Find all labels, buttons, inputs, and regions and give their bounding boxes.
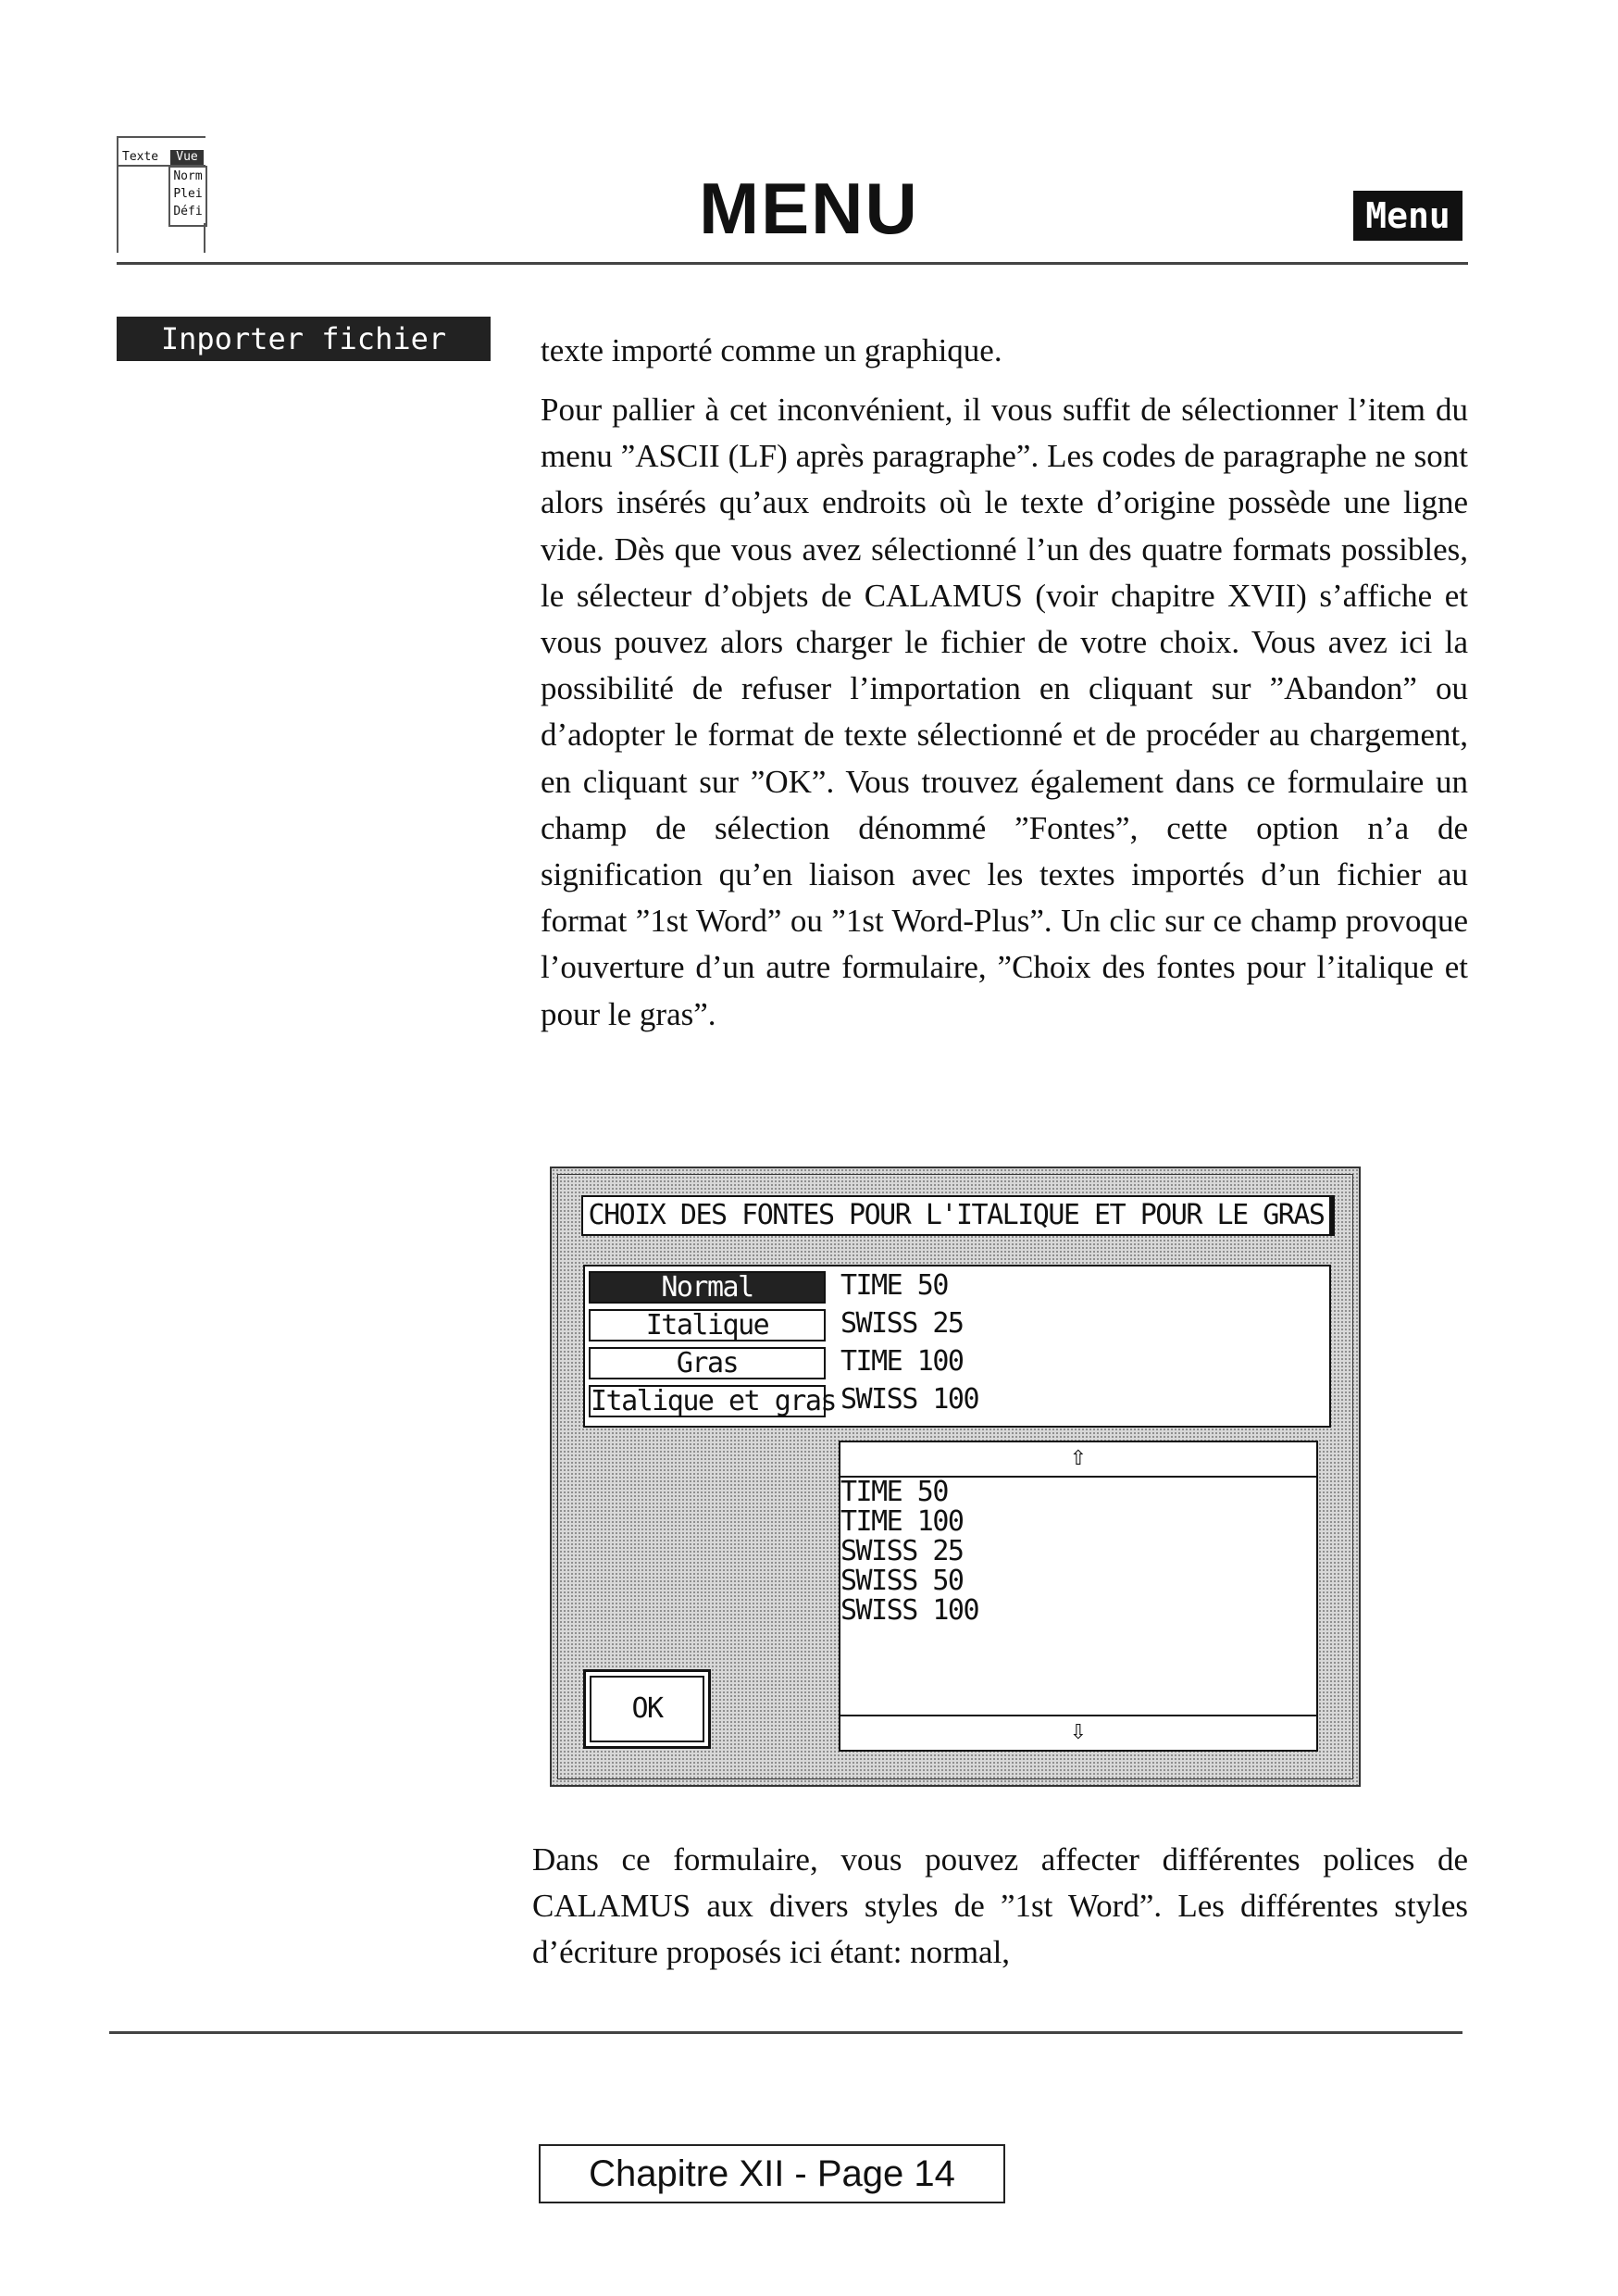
- mini-menu-tab-texte: Texte: [122, 150, 159, 164]
- style-font-gras: TIME 100: [840, 1345, 964, 1378]
- paragraph-2: Pour pallier à cet inconvénient, il vous suffit de sélectionner l’item du menu ”ASCII (LF) après paragraphe”. Les codes de paragraphe ne sont alors insérés qu’aux endroits où le texte d’origine possède une ligne vide. Dès que vous avez sélectionné l’un des quatre formats possibles, le sélecteur d’objets de CALAMUS (voir chapitre XVII) s’affiche et vous pouvez alors charger le fichier de votre choix. Vous avez ici la possibilité de refuser l’importation en cliquant sur ”Abandon” ou d’adopter le format de texte sélectionné et de procéder au chargement, en cliquant sur ”OK”. Vous trouvez également dans ce formulaire un champ de sélection dénommé ”Fontes”, cette option n’a de signification qu’en liaison avec les textes importés d’un fichier au format ”1st Word” ou ”1st Word-Plus”. Un clic sur ce champ provoque l’ouverture d’un autre formulaire, ”Choix des fontes pour l’italique et pour le gras”.: [541, 392, 1468, 1032]
- paragraph-3: Dans ce formulaire, vous pouvez affecter différentes polices de CALAMUS aux divers styles de ”1st Word”. Les différentes styles d’écriture proposés ici étant: normal,: [532, 1841, 1468, 1971]
- font-list-item[interactable]: TIME 50: [840, 1476, 948, 1508]
- menu-badge: Menu: [1353, 191, 1462, 241]
- paragraph-1: texte importé comme un graphique.: [541, 332, 1002, 368]
- style-font-normal: TIME 50: [840, 1269, 948, 1302]
- font-list-item[interactable]: SWISS 25: [840, 1535, 964, 1567]
- dialog-title: CHOIX DES FONTES POUR L'ITALIQUE ET POUR LE GRAS: [581, 1195, 1335, 1236]
- ok-button[interactable]: OK: [583, 1669, 711, 1749]
- header-rule: [117, 262, 1468, 265]
- mini-menu-tab-vue: Vue: [170, 150, 204, 165]
- mini-menu-item: Norm: [173, 169, 203, 183]
- style-button-italique[interactable]: Italique: [589, 1309, 826, 1341]
- page-title: MENU: [699, 168, 919, 249]
- font-list-item[interactable]: SWISS 50: [840, 1565, 964, 1597]
- style-button-gras[interactable]: Gras: [589, 1347, 826, 1379]
- mini-menu-item: Défi: [173, 205, 203, 218]
- font-list-item[interactable]: TIME 100: [840, 1505, 964, 1538]
- style-button-normal[interactable]: Normal: [589, 1271, 826, 1304]
- font-list[interactable]: [839, 1441, 1318, 1752]
- style-assignment-box: [583, 1265, 1331, 1428]
- scroll-down-arrow-icon[interactable]: ⇩: [840, 1715, 1316, 1750]
- scroll-up-arrow-icon[interactable]: ⇧: [840, 1442, 1316, 1478]
- footer-rule: [109, 2031, 1462, 2034]
- font-list-items: [840, 1478, 978, 1626]
- section-label: Inporter fichier: [117, 317, 491, 361]
- font-list-item[interactable]: SWISS 100: [840, 1594, 979, 1627]
- style-font-italique-et-gras: SWISS 100: [840, 1383, 979, 1416]
- style-font-italique: SWISS 25: [840, 1307, 964, 1340]
- page-number: Chapitre XII - Page 14: [539, 2144, 1005, 2203]
- style-button-italique-et-gras[interactable]: Italique et gras: [591, 1385, 836, 1417]
- mini-menu-item: Plei: [173, 187, 203, 201]
